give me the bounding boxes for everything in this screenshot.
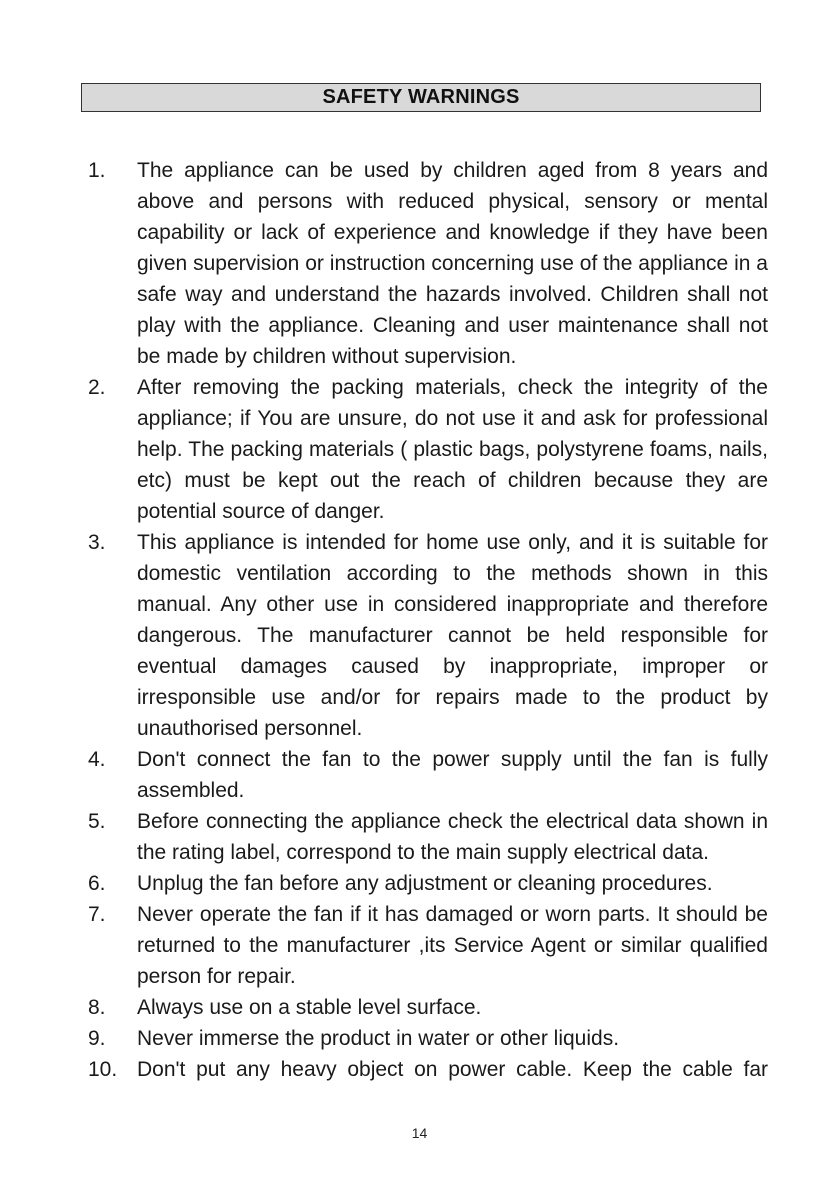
section-title-box	[81, 83, 761, 112]
warning-number: 8.	[88, 996, 106, 1019]
warning-item-10	[88, 1054, 768, 1085]
warning-number: 7.	[88, 903, 106, 926]
warning-number: 5.	[88, 810, 106, 833]
warning-item-4	[88, 744, 768, 806]
warning-number: 2.	[88, 376, 106, 399]
page-number: 14	[411, 1125, 428, 1141]
warning-item-2	[88, 372, 768, 527]
warning-item-8	[88, 992, 768, 1023]
warning-text: Always use on a stable level surface.	[137, 996, 482, 1019]
warning-text: Don't put any heavy object on power cable. Keep the cable far	[137, 1058, 768, 1081]
warning-item-9	[88, 1023, 768, 1054]
safety-warnings-list	[88, 155, 768, 1085]
warning-number: 10.	[88, 1058, 118, 1081]
warning-number: 6.	[88, 872, 106, 895]
warning-item-5	[88, 806, 768, 868]
warning-text: Before connecting the appliance check the electrical data shown in the rating label, correspond to the main supply electrical data.	[137, 810, 768, 864]
warning-text: Never immerse the product in water or other liquids.	[137, 1027, 620, 1050]
warning-text: Never operate the fan if it has damaged or worn parts. It should be returned to the manufacturer ,its Service Agent or similar qualified person for repair.	[137, 903, 768, 988]
warning-item-6	[88, 868, 768, 899]
warning-text: Don't connect the fan to the power supply until the fan is fully assembled.	[137, 748, 768, 802]
warning-number: 1.	[88, 159, 106, 182]
warning-number: 4.	[88, 748, 106, 771]
warning-text: The appliance can be used by children aged from 8 years and above and persons with reduced physical, sensory or mental capability or lack of experience and knowledge if they have been given supervision or instruction concerning use of the appliance in a safe way and understand the hazards involved. Children shall not play with the appliance. Cleaning and user maintenance shall not be made by children without supervision.	[137, 159, 768, 368]
section-title: SAFETY WARNINGS	[322, 86, 520, 108]
warning-item-3	[88, 527, 768, 744]
warning-item-7	[88, 899, 768, 992]
warning-number: 9.	[88, 1027, 106, 1050]
warning-number: 3.	[88, 531, 106, 554]
warning-text: Unplug the fan before any adjustment or cleaning procedures.	[137, 872, 713, 895]
warning-item-1	[88, 155, 768, 372]
warning-text: After removing the packing materials, check the integrity of the appliance; if You are unsure, do not use it and ask for professional help. The packing materials ( plastic bags, polystyrene foams, nails, etc) must be kept out the reach of children because they are potential source of danger.	[137, 376, 768, 523]
warning-text: This appliance is intended for home use only, and it is suitable for domestic ventilation according to the methods shown in this manual. Any other use in considered inappropriate and therefore dangerous. The manufacturer cannot be held responsible for eventual damages caused by inappropriate, improper or irresponsible use and/or for repairs made to the product by unauthorised personnel.	[137, 531, 768, 740]
